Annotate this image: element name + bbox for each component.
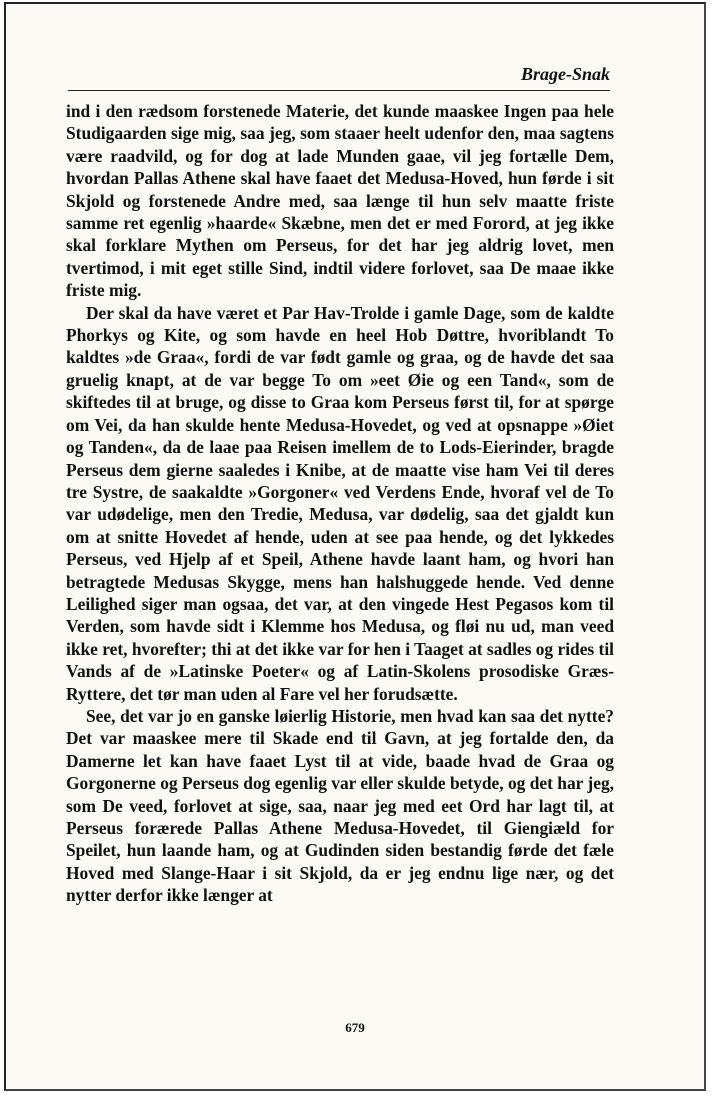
paragraph-3: See, det var jo en ganske løierlig Historie, men hvad kan saa det nytte? Det var maaskee mere til Skade end til Gavn, at jeg fortalde den, da Damerne let kan have faaet Lyst til at vide, baade hvad de Graa og Gorgonerne og Perseus dog egenlig var eller skulde betyde, og det har jeg, som De veed, forlovet at sige, saa, naar jeg med eet Ord har lagt til, at Perseus forærede Pallas Athene Medusa-Hovedet, til Giengiæld for Speilet, hun laande ham, og at Gudinden siden bestandig førde det fæle Hoved med Slange-Haar i sit Skjold, da er jeg endnu lige nær, og det nytter derfor ikke længer at <box>66 705 614 906</box>
header-rule <box>68 90 610 91</box>
paragraph-1: ind i den rædsom forstenede Materie, det kunde maaskee Ingen paa hele Studigaarden sige mig, saa jeg, som staaer heelt udenfor den, maa sagtens være raadvild, og for dog at lade Munden gaae, vil jeg fortælle Dem, hvordan Pallas Athene skal have faaet det Medusa-Hoved, hun førde i sit Skjold og forstenede Andre med, saa længe til hun selv maatte friste samme ret egenlig »haarde« Skæbne, men det er med Forord, at jeg ikke skal forklare Mythen om Perseus, for det har jeg aldrig lovet, men tvertimod, i mit eget stille Sind, indtil videre forlovet, saa De maae ikke friste mig. <box>66 101 614 301</box>
body-text <box>66 100 614 907</box>
paragraph-2: Der skal da have været et Par Hav-Trolde i gamle Dage, som de kaldte Phorkys og Kite, og som havde en heel Hob Døttre, hvoriblandt To kaldtes »de Graa«, fordi de var født gamle og graa, og de havde det saa gruelig knapt, at de var begge To om »eet Øie og een Tand«, som de skiftedes til at bruge, og disse to Graa kom Perseus først til, for at spørge om Vei, da han skulde hente Medusa-Hovedet, og ved at opsnappe »Øiet og Tanden«, da de laae paa Reisen imellem de to Lods-Eierinder, bragde Perseus dem gierne saaledes i Knibe, at de maatte vise ham Vei til deres tre Systre, de saakaldte »Gorgoner« ved Verdens Ende, hvoraf vel de To var udødelige, men den Tredie, Medusa, var dødelig, saa det gjaldt kun om at snitte Hovedet af hende, uden at see paa hende, og det lykkedes Perseus, ved Hjelp af et Speil, Athene havde laant ham, og hvori han betragtede Medusas Skygge, mens han halshuggede hende. Ved denne Leilighed siger man ogsaa, det var, at den vingede Hest Pegasos kom til Verden, som havde sidt i Klemme hos Medusa, og fløi nu ud, man veed ikke ret, hvorefter; thi at det ikke var for hen i Taaget at sadles og rides til Vands af de »Latinske Poeter« og af Latin-Skolens prosodiske Græs-Ryttere, det tør man uden al Fare vel her forudsætte. <box>66 302 614 704</box>
book-page <box>4 2 706 1091</box>
page-number: 679 <box>345 1020 365 1035</box>
running-header: Brage-Snak <box>520 64 610 84</box>
